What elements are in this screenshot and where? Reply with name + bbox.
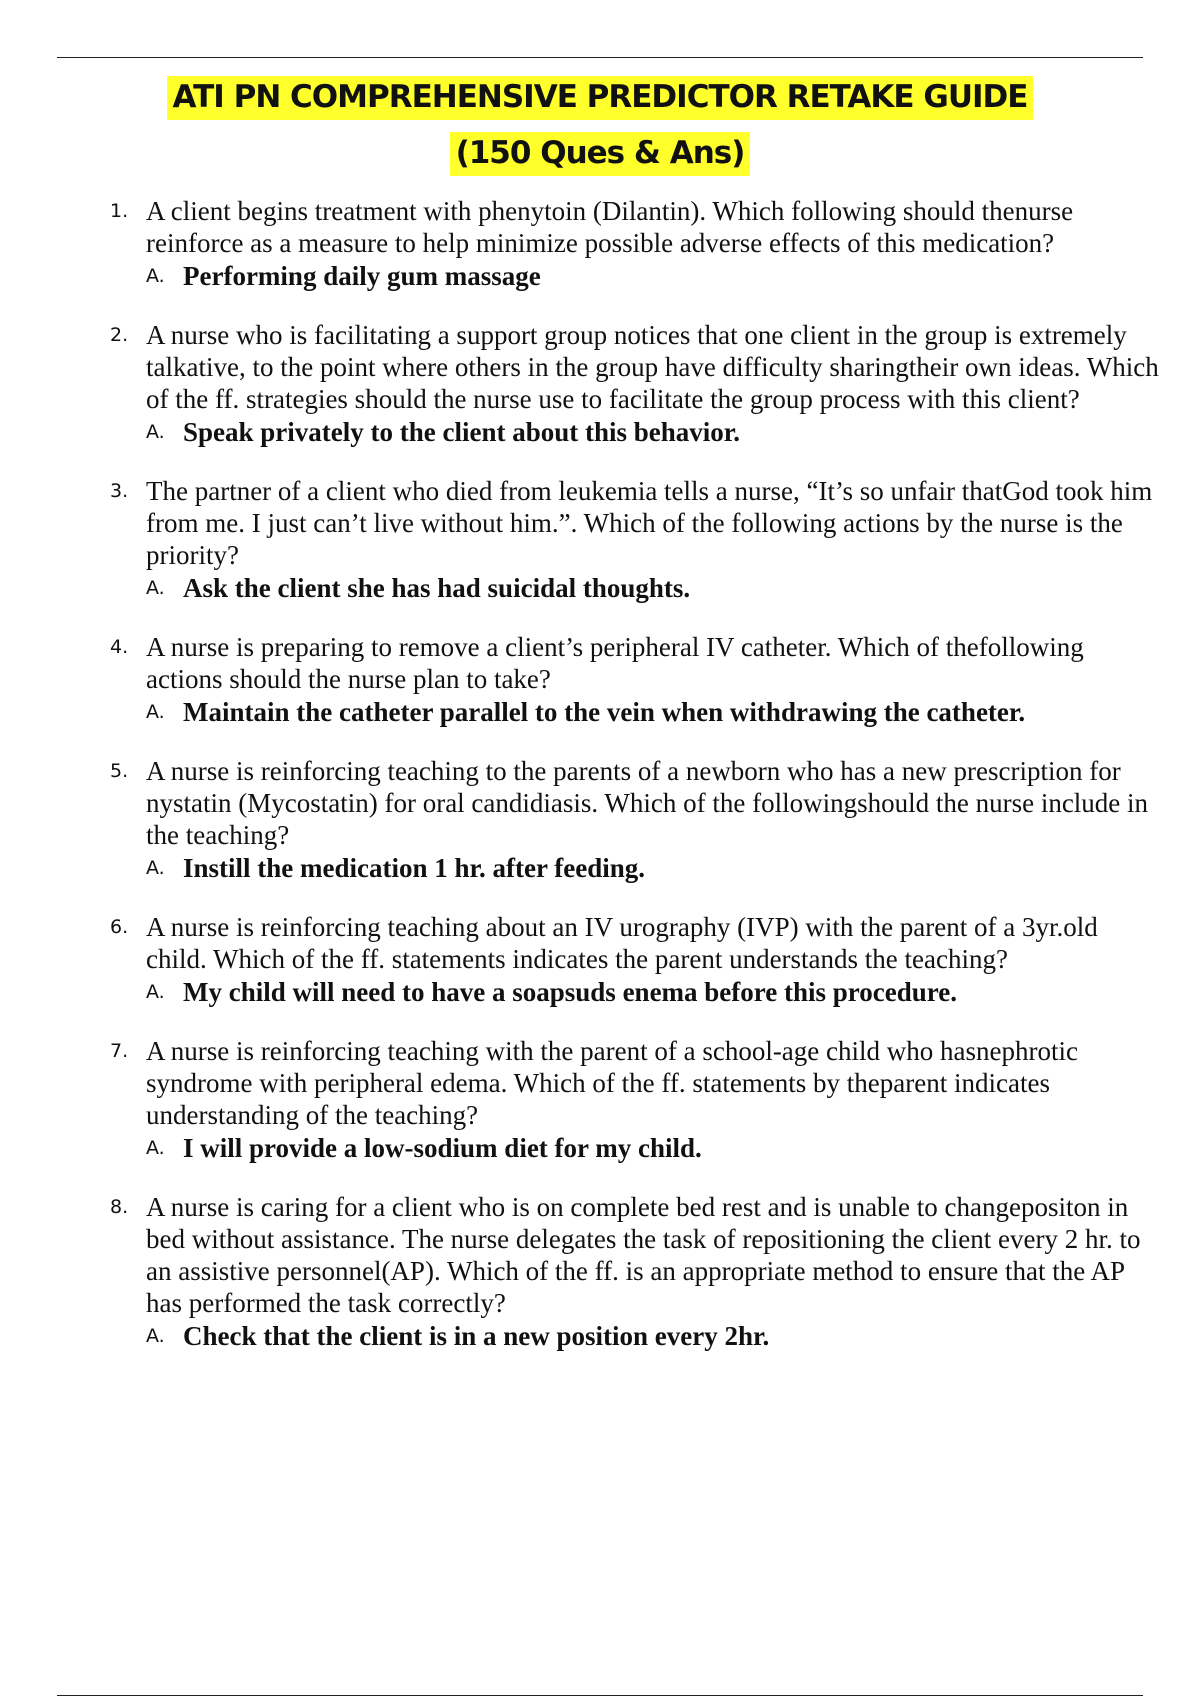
question-list: [110, 195, 1160, 1379]
answer-label: A.: [146, 1325, 165, 1347]
question-number: 8.: [110, 1196, 129, 1218]
top-rule: [57, 57, 1143, 58]
answer-label: A.: [146, 981, 165, 1003]
question-item-4: [110, 631, 1160, 728]
question-number: 6.: [110, 916, 129, 938]
question-item-7: [110, 1035, 1160, 1164]
answer-label: A.: [146, 421, 165, 443]
question-item-2: [110, 319, 1160, 448]
answer-text: Maintain the catheter parallel to the vein when withdrawing the catheter.: [183, 697, 1026, 727]
question-item-5: [110, 755, 1160, 884]
answer-label: A.: [146, 265, 165, 287]
question-number: 2.: [110, 324, 129, 346]
question-text: A nurse is reinforcing teaching to the parents of a newborn who has a new prescription for nystatin (Mycostatin) for oral candidiasis. Which of the followingshould the nurse include in the teaching?: [146, 756, 1149, 850]
question-text: A nurse is reinforcing teaching with the parent of a school-age child who hasnephrotic syndrome with peripheral edema. Which of the ff. statements by theparent indicates understanding of the teaching?: [146, 1036, 1078, 1130]
question-item-1: [110, 195, 1160, 292]
answer: [146, 696, 1160, 728]
question-number: 5.: [110, 760, 129, 782]
answer: [146, 416, 1160, 448]
answer-text: My child will need to have a soapsuds enema before this procedure.: [183, 977, 958, 1007]
document-title: ATI PN COMPREHENSIVE PREDICTOR RETAKE GUIDE: [167, 76, 1034, 120]
answer-text: Check that the client is in a new position every 2hr.: [183, 1321, 770, 1351]
question-text: A nurse is reinforcing teaching about an IV urography (IVP) with the parent of a 3yr.old child. Which of the ff. statements indicates the parent understands the teaching?: [146, 912, 1098, 974]
question-item-8: [110, 1191, 1160, 1352]
question-number: 3.: [110, 480, 129, 502]
answer-text: I will provide a low-sodium diet for my child.: [183, 1133, 702, 1163]
answer: [146, 1132, 1160, 1164]
answer: [146, 1320, 1160, 1352]
answer-text: Instill the medication 1 hr. after feeding.: [183, 853, 645, 883]
answer: [146, 260, 1160, 292]
answer-label: A.: [146, 1137, 165, 1159]
bottom-rule: [57, 1695, 1143, 1696]
question-text: The partner of a client who died from leukemia tells a nurse, “It’s so unfair thatGod took him from me. I just can’t live without him.”. Which of the following actions by the nurse is the priority?: [146, 476, 1153, 570]
question-text: A client begins treatment with phenytoin (Dilantin). Which following should thenurse reinforce as a measure to help minimize possible adverse effects of this medication?: [146, 196, 1074, 258]
answer: [146, 852, 1160, 884]
question-text: A nurse who is facilitating a support group notices that one client in the group is extremely talkative, to the point where others in the group have difficulty sharingtheir own ideas. Which of the ff. strategies should the nurse use to facilitate the group process with this client?: [146, 320, 1159, 414]
question-number: 4.: [110, 636, 129, 658]
answer-label: A.: [146, 701, 165, 723]
document-header: [0, 76, 1200, 176]
question-number: 7.: [110, 1040, 129, 1062]
question-number: 1.: [110, 200, 129, 222]
question-item-3: [110, 475, 1160, 604]
question-item-6: [110, 911, 1160, 1008]
document-subtitle: (150 Ques & Ans): [450, 132, 751, 176]
answer-label: A.: [146, 577, 165, 599]
answer-text: Ask the client she has had suicidal thoughts.: [183, 573, 691, 603]
answer: [146, 976, 1160, 1008]
answer-label: A.: [146, 857, 165, 879]
answer-text: Speak privately to the client about this behavior.: [183, 417, 741, 447]
question-text: A nurse is caring for a client who is on complete bed rest and is unable to changepositon in bed without assistance. The nurse delegates the task of repositioning the client every 2 hr. to an assistive personnel(AP). Which of the ff. is an appropriate method to ensure that the AP has performed the task correctly?: [146, 1192, 1141, 1318]
answer: [146, 572, 1160, 604]
answer-text: Performing daily gum massage: [183, 261, 541, 291]
question-text: A nurse is preparing to remove a client’s peripheral IV catheter. Which of thefollowing actions should the nurse plan to take?: [146, 632, 1084, 694]
